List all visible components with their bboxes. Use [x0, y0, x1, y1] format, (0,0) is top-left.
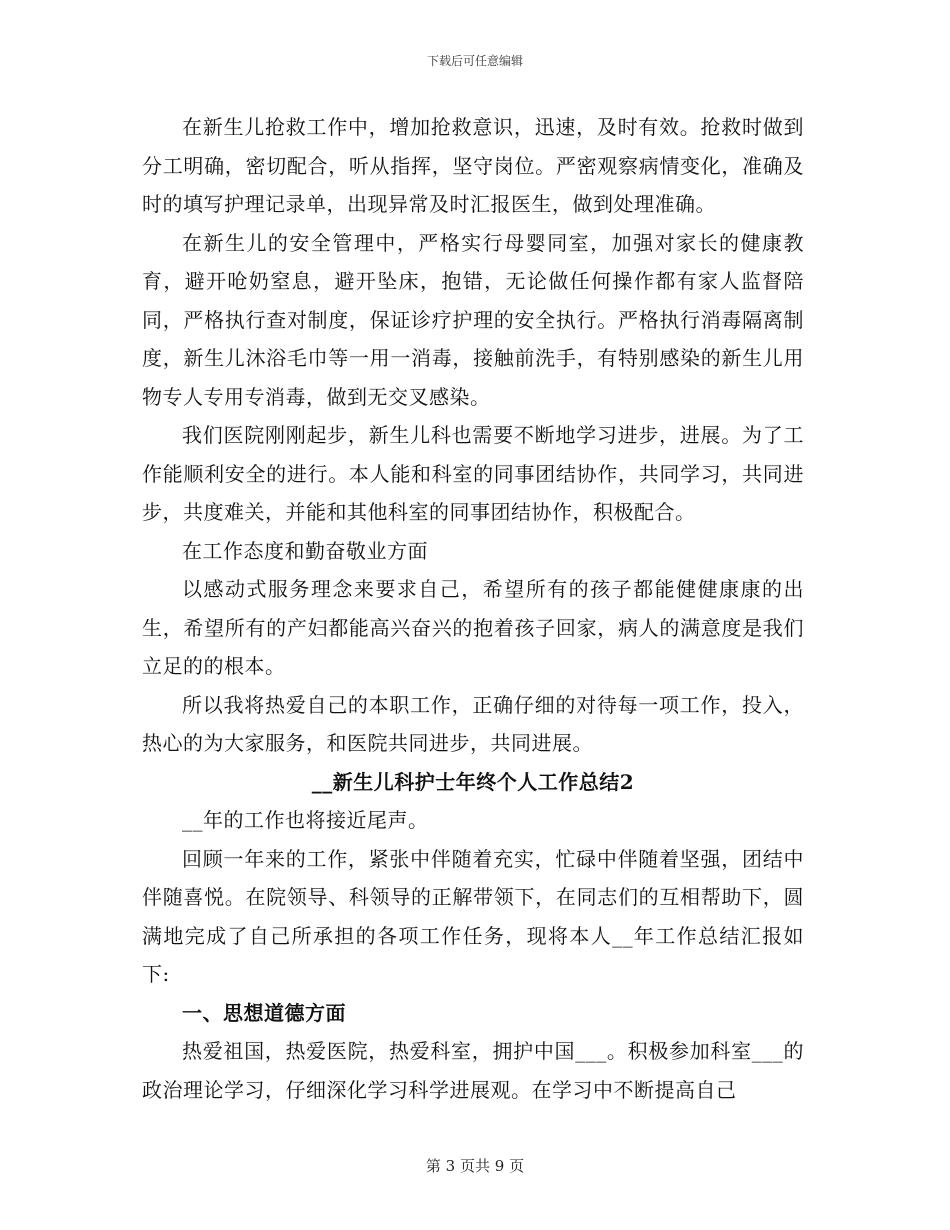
paragraph: 我们医院刚刚起步，新生儿科也需要不断地学习进步，进展。为了工作能顺利安全的进行。本人能和科室的同事团结协作，共同学习，共同进步，共度难关，并能和其他科室的同事团结协作，积极配合。 — [142, 423, 804, 524]
subheading: 一、思想道德方面 — [182, 1000, 346, 1025]
paragraph: 所以我将热爱自己的本职工作，正确仔细的对待每一项工作，投入，热心的为大家服务，和医院共同进步，共同进展。 — [142, 692, 804, 755]
paragraph: __年的工作也将接近尾声。 — [182, 808, 429, 832]
paragraph: 在新生儿的安全管理中，严格实行母婴同室，加强对家长的健康教育，避开呛奶窒息，避开坠床，抱错，无论做任何操作都有家人监督陪同，严格执行查对制度，保证诊疗护理的安全执行。严格执行消毒隔离制度，新生儿沐浴毛巾等一用一消毒，接触前洗手，有特别感染的新生儿用物专人专用专消毒，做到无交叉感染。 — [142, 230, 804, 409]
page-footer: 第 3 页共 9 页 — [425, 1157, 525, 1175]
paragraph: 以感动式服务理念来要求自己，希望所有的孩子都能健健康康的出生，希望所有的产妇都能高兴奋兴的抱着孩子回家，病人的满意度是我们立足的的根本。 — [142, 577, 804, 678]
page-header: 下载后可任意编辑 — [426, 54, 523, 68]
section-title: __新生儿科护士年终个人工作总结2 — [311, 769, 635, 794]
paragraph: 回顾一年来的工作，紧张中伴随着充实，忙碌中伴随着坚强，团结中伴随喜悦。在院领导、科领导的正解带领下，在同志们的互相帮助下，圆满地完成了自己所承担的各项工作任务，现将本人__年工作总结汇报如下: — [142, 846, 804, 986]
paragraph: 在工作态度和勤奋敬业方面 — [182, 538, 428, 563]
paragraph: 热爱祖国，热爱医院，热爱科室，拥护中国___。积极参加科室___的政治理论学习，仔细深化学习科学进展观。在学习中不断提高自己 — [142, 1039, 804, 1102]
paragraph: 在新生儿抢救工作中，增加抢救意识，迅速，及时有效。抢救时做到分工明确，密切配合，听从指挥，坚守岗位。严密观察病情变化，准确及时的填写护理记录单，出现异常及时汇报医生，做到处理准确。 — [142, 115, 804, 216]
document-body — [142, 108, 804, 1109]
